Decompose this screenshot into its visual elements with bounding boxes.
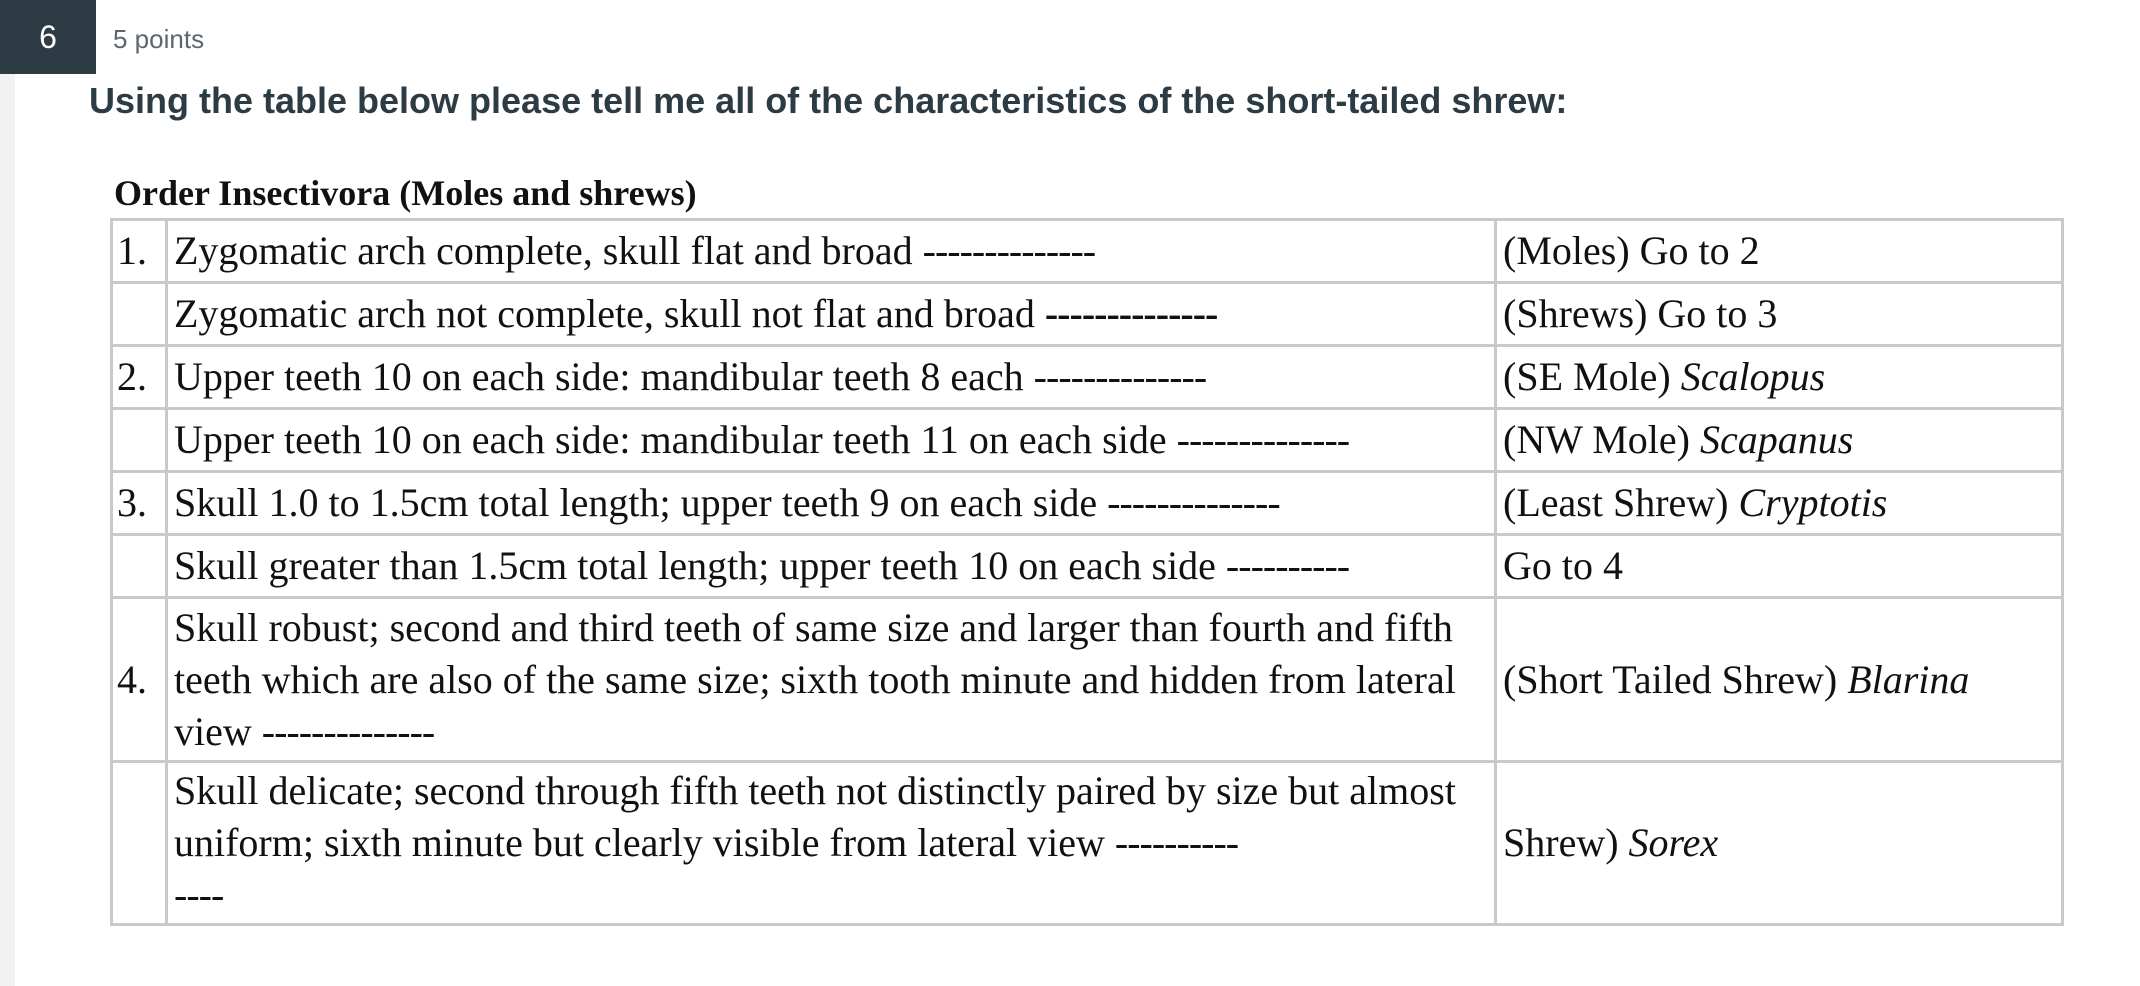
row-number: 1.: [112, 220, 167, 283]
row-description: Zygomatic arch complete, skull flat and broad --------------: [167, 220, 1496, 283]
row-number: [112, 535, 167, 598]
row-description: Zygomatic arch not complete, skull not flat and broad --------------: [167, 283, 1496, 346]
key-table: [110, 218, 2064, 926]
row-number: 4.: [112, 598, 167, 762]
question-number-badge: 6: [0, 0, 96, 74]
row-number: [112, 283, 167, 346]
row-result: Shrew) Sorex: [1496, 762, 2063, 925]
question-prompt: Using the table below please tell me all of the characteristics of the short-tailed shrew:: [89, 80, 1568, 121]
row-description: Skull 1.0 to 1.5cm total length; upper teeth 9 on each side --------------: [167, 472, 1496, 535]
row-result: (Least Shrew) Cryptotis: [1496, 472, 2063, 535]
row-description: Skull robust; second and third teeth of same size and larger than fourth and fifth teeth which are also of the same size; sixth tooth minute and hidden from lateral view --------------: [167, 598, 1496, 762]
row-number: [112, 409, 167, 472]
dichotomous-key: [110, 168, 2064, 926]
table-row: [112, 762, 2063, 925]
row-result: (Shrews) Go to 3: [1496, 283, 2063, 346]
table-row: [112, 535, 2063, 598]
row-description: Skull greater than 1.5cm total length; upper teeth 10 on each side ----------: [167, 535, 1496, 598]
row-result: (SE Mole) Scalopus: [1496, 346, 2063, 409]
key-title: Order Insectivora (Moles and shrews): [114, 173, 697, 213]
table-row: [112, 472, 2063, 535]
row-result: (NW Mole) Scapanus: [1496, 409, 2063, 472]
row-number: 2.: [112, 346, 167, 409]
left-margin-strip: [0, 0, 15, 986]
row-description: Upper teeth 10 on each side: mandibular teeth 8 each --------------: [167, 346, 1496, 409]
row-number: 3.: [112, 472, 167, 535]
table-row: [112, 409, 2063, 472]
row-result: (Moles) Go to 2: [1496, 220, 2063, 283]
table-row: [112, 220, 2063, 283]
table-row: [112, 598, 2063, 762]
row-description: Upper teeth 10 on each side: mandibular teeth 11 on each side --------------: [167, 409, 1496, 472]
row-description: Skull delicate; second through fifth teeth not distinctly paired by size but almost uniform; sixth minute but clearly visible from lateral view ---------- ----: [167, 762, 1496, 925]
question-points: 5 points: [113, 24, 205, 54]
row-result: (Short Tailed Shrew) Blarina: [1496, 598, 2063, 762]
table-row: [112, 283, 2063, 346]
row-result: Go to 4: [1496, 535, 2063, 598]
row-number: [112, 762, 167, 925]
table-row: [112, 346, 2063, 409]
